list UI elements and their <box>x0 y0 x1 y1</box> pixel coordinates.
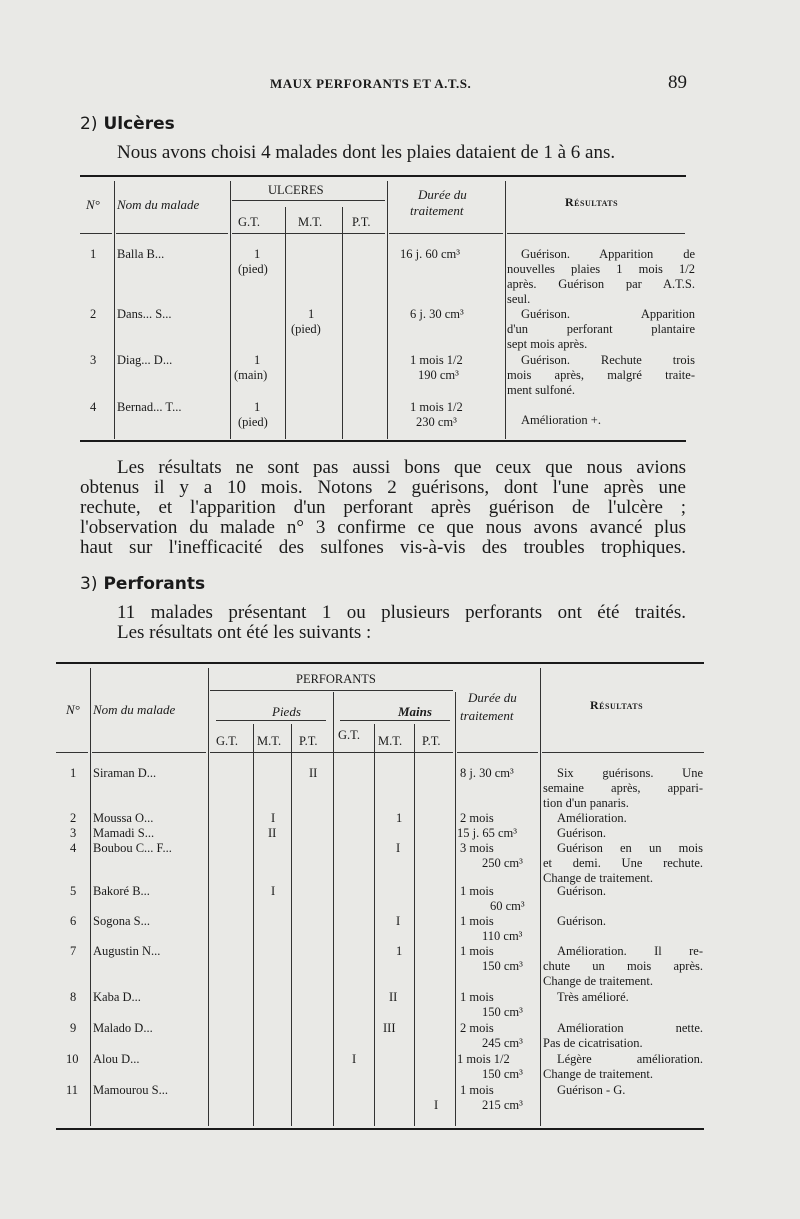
result-cell: Guérison. Rechute trois mois après, malgré traite- ment sulfoné. <box>507 353 695 397</box>
col-header-duree-2: traitement <box>460 708 514 723</box>
running-title: MAUX PERFORANTS ET A.T.S. <box>270 76 472 91</box>
result-cell: Amélioration. <box>557 811 627 825</box>
col-header-mains: Mains <box>398 704 432 719</box>
col-header-pied-mt: M.T. <box>257 734 282 748</box>
col-header-main-gt: G.T. <box>338 728 360 742</box>
col-header-no: N° <box>66 702 80 717</box>
col-header-duree-1: Durée du <box>468 690 517 705</box>
result-cell: Guérison en un mois et demi. Une rechute. Change de traitement. <box>543 841 703 885</box>
result-cell: Guérison. Apparition de nouvelles plaies 1 mois 1/2 après. Guérison par A.T.S. seul. <box>507 247 695 306</box>
result-cell: Amélioration +. <box>521 413 601 427</box>
col-group-ulceres: ULCERES <box>268 183 324 197</box>
col-header-pied-pt: P.T. <box>299 734 318 748</box>
section-2-title: Ulcères <box>103 114 175 134</box>
col-group-perforants: PERFORANTS <box>296 672 376 686</box>
col-header-pieds: Pieds <box>272 704 301 719</box>
col-header-no: N° <box>86 197 100 212</box>
running-head <box>0 72 800 96</box>
col-header-duree-1: Durée du <box>418 187 467 202</box>
section-3-intro: 11 malades présentant 1 ou plusieurs perforants ont été traités. Les résultats ont été les suivants : <box>117 602 686 643</box>
result-cell: Six guérisons. Une semaine après, appari- tion d'un panaris. <box>543 766 703 810</box>
col-header-mt: M.T. <box>298 215 323 229</box>
result-cell: Très amélioré. <box>557 990 629 1004</box>
result-cell: Guérison. <box>557 914 606 928</box>
section-2-number: 2) <box>80 114 98 134</box>
result-cell: Guérison. <box>557 826 606 840</box>
perforants-table: N° Nom du malade PERFORANTS Pieds Mains G.T. M.T. P.T. G.T. M.T. P.T. Durée du traitement Résultats 1 Siraman D... II 8 j. 30 cm³ Six guérisons. Une semaine après, appari- tion d'un panaris. 2 Moussa O... I 1 2 mois Amélioration. 3 Mamadi S... II 15 j. 65 cm³ Guérison. 4 Boubou C... F... I 3 mois 250 cm³ Guérison en un mois et demi. Une rechute. Change de traitement. 5 Bakoré B... I 1 mois 60 cm³ Guérison. 6 Sogona S... I 1 mois 110 cm³ Guérison. 7 Augustin N... 1 1 mois 150 cm³ Amélioration. Il re- chute un mois après. Change de traitement. 8 Kaba D... II 1 mois 150 cm³ Très amélioré. 9 Malado D... III 2 mois 245 cm³ Amélioration nette. Pas de cicatrisation. 10 Alou D... I 1 mois 1/2 150 cm³ Légère amélioration. Change de traitement. 11 Mamourou S... I 1 mois 215 cm³ Guérison - G. <box>56 662 706 1132</box>
col-header-main-pt: P.T. <box>422 734 441 748</box>
page-number: 89 <box>668 72 687 93</box>
results-paragraph: Les résultats ne sont pas aussi bons que ceux que nous avions obtenus il y a 10 mois. Notons 2 guérisons, dont l'une après une rechute, et l'apparition d'un perforant après guérison de l'ulcère ; l'observation du malade n° 3 confirme ce que nous avons avancé plus haut sur l'inefficacité des sulfones vis-à-vis des troubles trophiques. <box>80 457 686 558</box>
col-header-pt: P.T. <box>352 215 371 229</box>
ulcers-table: N° Nom du malade ULCERES G.T. M.T. P.T. Durée du traitement Résultats 1 Balla B... 1 (pied) 16 j. 60 cm³ Guérison. Apparition de nouvelles plaies 1 mois 1/2 après. Guérison par A.T.S. seul. 2 Dans... S... 1 (pied) 6 j. 30 cm³ Guérison. Apparition d'un perforant plantaire sept mois après. 3 Diag... D... 1 (main) 1 mois 1/2 190 cm³ Guérison. Rechute trois mois après, malgré traite- ment sulfoné. 4 Bernad... T... 1 (pied) 1 mois 1/2 230 cm³ Amélioration +. <box>80 175 686 445</box>
col-header-duree-2: traitement <box>410 203 464 218</box>
section-2-heading <box>80 114 175 134</box>
col-header-name: Nom du malade <box>93 702 176 717</box>
section-2-intro: Nous avons choisi 4 malades dont les plaies dataient de 1 à 6 ans. <box>117 142 616 163</box>
section-3-number: 3) <box>80 574 98 594</box>
col-header-resultats: Résultats <box>565 195 619 209</box>
result-cell: Amélioration. Il re- chute un mois après. Change de traitement. <box>543 944 703 988</box>
col-header-resultats: Résultats <box>590 698 644 712</box>
col-header-gt: G.T. <box>238 215 260 229</box>
col-header-pied-gt: G.T. <box>216 734 238 748</box>
result-cell: Amélioration nette. Pas de cicatrisation. <box>543 1021 703 1050</box>
result-cell: Guérison - G. <box>557 1083 626 1097</box>
section-3-title: Perforants <box>103 574 206 594</box>
result-cell: Légère amélioration. Change de traitement. <box>543 1052 703 1081</box>
section-3-heading <box>80 574 205 594</box>
col-header-main-mt: M.T. <box>378 734 403 748</box>
result-cell: Guérison. Apparition d'un perforant plantaire sept mois après. <box>507 307 695 351</box>
col-header-name: Nom du malade <box>117 197 200 212</box>
result-cell: Guérison. <box>557 884 606 898</box>
